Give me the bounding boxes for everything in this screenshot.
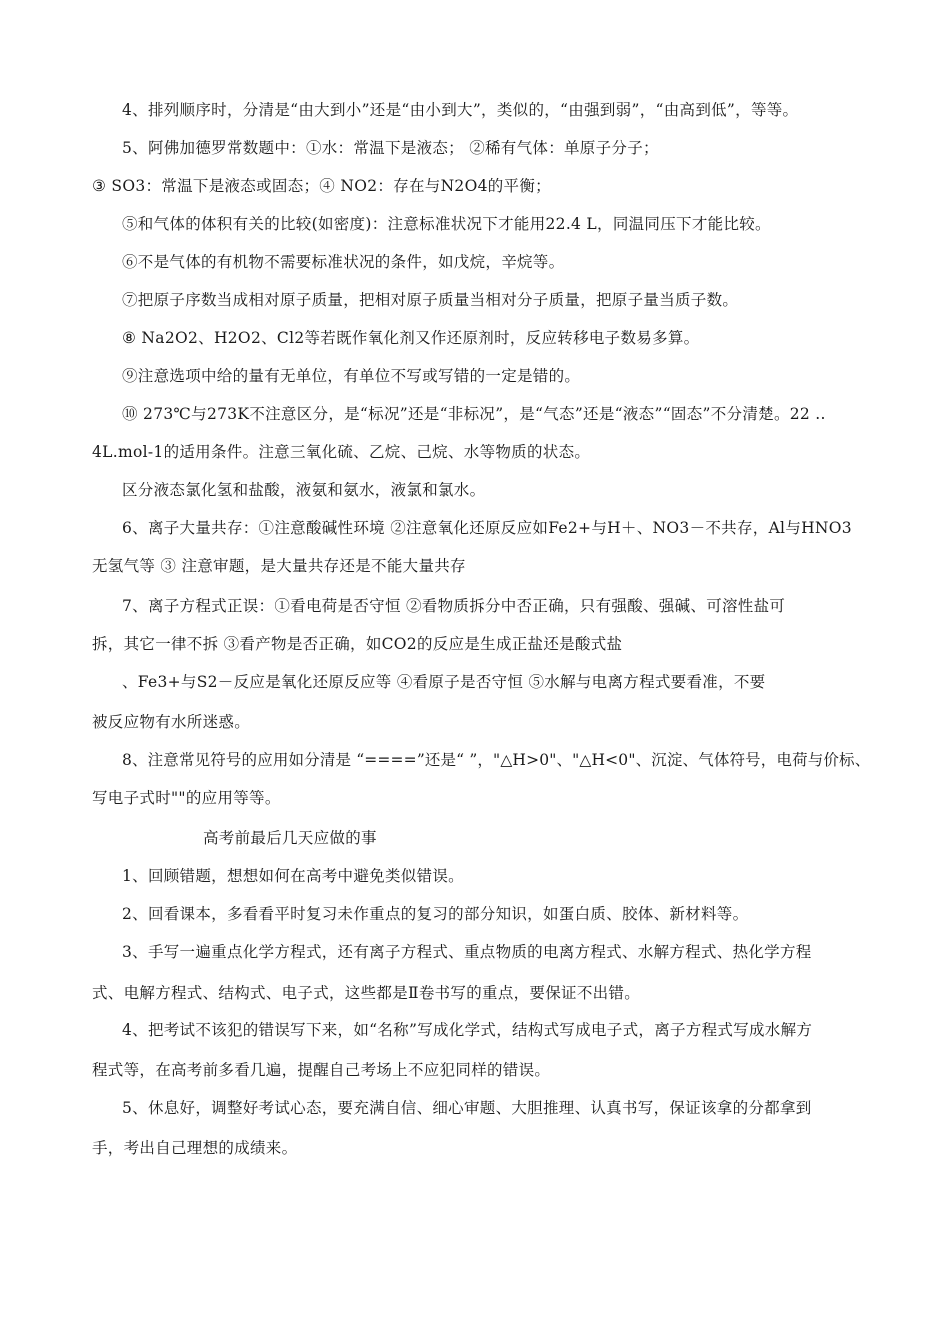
text-line: 4、把考试不该犯的错误写下来，如“名称”写成化学式，结构式写成电子式，离子方程式写成水解方 bbox=[122, 1021, 813, 1039]
text-line: ⑤和气体的体积有关的比较(如密度)：注意标准状况下才能用22.4 L，同温同压下才能比较。 bbox=[122, 215, 771, 233]
text-line: ⑥不是气体的有机物不需要标准状况的条件，如戊烷，辛烷等。 bbox=[122, 253, 565, 271]
text-line: 1、回顾错题，想想如何在高考中避免类似错误。 bbox=[122, 867, 464, 885]
text-line: 无氢气等 ③ 注意审题，是大量共存还是不能大量共存 bbox=[92, 557, 466, 575]
text-line: 6、离子大量共存：①注意酸碱性环境 ②注意氧化还原反应如Fe2+与H＋、NO3－不共存，Al与HNO3 bbox=[122, 519, 852, 537]
text-line: 写电子式时""的应用等等。 bbox=[92, 789, 281, 807]
text-line: 3、手写一遍重点化学方程式，还有离子方程式、重点物质的电离方程式、水解方程式、热化学方程 bbox=[122, 943, 812, 961]
text-line: 式、电解方程式、结构式、电子式，这些都是Ⅱ卷书写的重点，要保证不出错。 bbox=[92, 984, 641, 1002]
text-line: ⑩ 273℃与273K不注意区分，是“标况”还是“非标况”，是“气态”还是“液态”“固态”不分清楚。22 .. bbox=[122, 405, 826, 423]
text-line: 5、休息好，调整好考试心态，要充满自信、细心审题、大胆推理、认真书写，保证该拿的分都拿到 bbox=[122, 1099, 812, 1117]
text-line: ③ SO3：常温下是液态或固态；④ NO2：存在与N2O4的平衡； bbox=[92, 177, 551, 195]
text-line: ⑨注意选项中给的量有无单位，有单位不写或写错的一定是错的。 bbox=[122, 367, 581, 385]
text-line: 7、离子方程式正误：①看电荷是否守恒 ②看物质拆分中否正确，只有强酸、强碱、可溶性盐可 bbox=[122, 597, 786, 615]
text-line: 4L.mol-1的适用条件。注意三氧化硫、乙烷、己烷、水等物质的状态。 bbox=[92, 443, 591, 461]
text-line: 8、注意常见符号的应用如分清是 “====”还是“ ”，"△H>0"、"△H<0"、沉淀、气体符号，电荷与价标、 bbox=[122, 751, 871, 769]
text-line: ⑧ Na2O2、H2O2、Cl2等若既作氧化剂又作还原剂时，反应转移电子数易多算。 bbox=[122, 329, 700, 347]
section-heading: 高考前最后几天应做的事 bbox=[203, 829, 377, 847]
text-line: 、Fe3+与S2－反应是氧化还原反应等 ④看原子是否守恒 ⑤水解与电离方程式要看准，不要 bbox=[122, 673, 766, 691]
text-line: 2、回看课本，多看看平时复习未作重点的复习的部分知识，如蛋白质、胶体、新材料等。 bbox=[122, 905, 749, 923]
text-line: 程式等，在高考前多看几遍，提醒自己考场上不应犯同样的错误。 bbox=[92, 1061, 551, 1079]
text-line: 5、阿佛加德罗常数题中：①水：常温下是液态； ②稀有气体：单原子分子； bbox=[122, 139, 659, 157]
text-line: ⑦把原子序数当成相对原子质量，把相对原子质量当相对分子质量，把原子量当质子数。 bbox=[122, 291, 739, 309]
text-line: 手，考出自己理想的成绩来。 bbox=[92, 1139, 298, 1157]
text-line: 被反应物有水所迷惑。 bbox=[92, 713, 251, 731]
text-line: 4、排列顺序时，分清是“由大到小”还是“由小到大”，类似的，“由强到弱”，“由高到低”，等等。 bbox=[122, 101, 799, 119]
text-line: 区分液态氯化氢和盐酸，液氨和氨水，液氯和氯水。 bbox=[122, 481, 486, 499]
text-line: 拆，其它一律不拆 ③看产物是否正确，如CO2的反应是生成正盐还是酸式盐 bbox=[92, 635, 623, 653]
